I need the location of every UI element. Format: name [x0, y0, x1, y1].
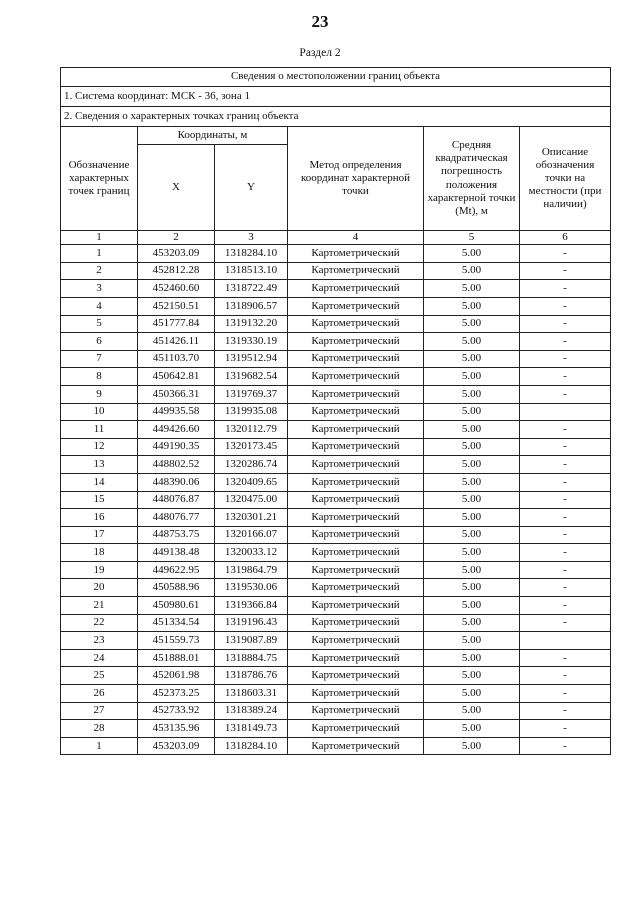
- table-row: [61, 438, 611, 456]
- table-row: [61, 561, 611, 579]
- description-cell: -: [520, 561, 611, 579]
- table-row: [61, 720, 611, 738]
- coord-x: 449935.58: [138, 403, 215, 421]
- column-number: 4: [288, 231, 424, 245]
- description-cell: -: [520, 368, 611, 386]
- table-row: [61, 473, 611, 491]
- method-cell: Картометрический: [288, 315, 424, 333]
- coord-x: 452733.92: [138, 702, 215, 720]
- method-cell: Картометрический: [288, 667, 424, 685]
- error-cell: 5.00: [424, 597, 520, 615]
- description-cell: -: [520, 421, 611, 439]
- error-cell: 5.00: [424, 245, 520, 263]
- coord-y: 1320301.21: [215, 509, 288, 527]
- table-row: [61, 614, 611, 632]
- error-cell: 5.00: [424, 262, 520, 280]
- point-number: 28: [61, 720, 138, 738]
- method-cell: Картометрический: [288, 385, 424, 403]
- error-cell: 5.00: [424, 702, 520, 720]
- boundary-points-table: [60, 67, 611, 755]
- coord-x: 448802.52: [138, 456, 215, 474]
- coord-y: 1319087.89: [215, 632, 288, 650]
- table-title: Сведения о местоположении границ объекта: [61, 68, 611, 87]
- coord-y: 1320475.00: [215, 491, 288, 509]
- method-cell: Картометрический: [288, 685, 424, 703]
- coord-y: 1319132.20: [215, 315, 288, 333]
- coord-x: 451426.11: [138, 333, 215, 351]
- point-number: 24: [61, 649, 138, 667]
- error-cell: 5.00: [424, 561, 520, 579]
- table-row: [61, 632, 611, 650]
- point-number: 3: [61, 280, 138, 298]
- point-number: 5: [61, 315, 138, 333]
- coord-x: 452812.28: [138, 262, 215, 280]
- coord-x: 448076.87: [138, 491, 215, 509]
- description-cell: -: [520, 685, 611, 703]
- coord-system-row: [61, 87, 611, 107]
- coord-y: 1318513.10: [215, 262, 288, 280]
- method-cell: Картометрический: [288, 579, 424, 597]
- coord-system: 1. Система координат: МСК - 36, зона 1: [61, 87, 611, 107]
- point-number: 7: [61, 350, 138, 368]
- error-cell: 5.00: [424, 280, 520, 298]
- coord-x: 448753.75: [138, 526, 215, 544]
- error-cell: 5.00: [424, 649, 520, 667]
- point-number: 22: [61, 614, 138, 632]
- point-number: 17: [61, 526, 138, 544]
- description-cell: -: [520, 262, 611, 280]
- point-number: 19: [61, 561, 138, 579]
- method-cell: Картометрический: [288, 350, 424, 368]
- point-number: 25: [61, 667, 138, 685]
- coord-x: 452373.25: [138, 685, 215, 703]
- table-row: [61, 667, 611, 685]
- description-cell: -: [520, 438, 611, 456]
- description-cell: -: [520, 526, 611, 544]
- coord-y: 1318284.10: [215, 737, 288, 755]
- point-number: 10: [61, 403, 138, 421]
- column-number: 6: [520, 231, 611, 245]
- column-number: 2: [138, 231, 215, 245]
- error-cell: 5.00: [424, 438, 520, 456]
- point-number: 11: [61, 421, 138, 439]
- column-numbers-row: [61, 231, 611, 245]
- point-number: 14: [61, 473, 138, 491]
- method-cell: Картометрический: [288, 245, 424, 263]
- method-cell: Картометрический: [288, 737, 424, 755]
- table-row: [61, 350, 611, 368]
- coord-x: 449138.48: [138, 544, 215, 562]
- method-cell: Картометрический: [288, 614, 424, 632]
- coord-x: 449622.95: [138, 561, 215, 579]
- error-cell: 5.00: [424, 720, 520, 738]
- table-row: [61, 737, 611, 755]
- coord-y: 1319530.06: [215, 579, 288, 597]
- method-cell: Картометрический: [288, 720, 424, 738]
- description-cell: -: [520, 667, 611, 685]
- error-cell: 5.00: [424, 385, 520, 403]
- column-number: 5: [424, 231, 520, 245]
- error-cell: 5.00: [424, 632, 520, 650]
- method-cell: Картометрический: [288, 421, 424, 439]
- coord-x: 449190.35: [138, 438, 215, 456]
- description-cell: -: [520, 702, 611, 720]
- error-cell: 5.00: [424, 579, 520, 597]
- method-cell: Картометрический: [288, 368, 424, 386]
- coord-y: 1318786.76: [215, 667, 288, 685]
- column-number: 1: [61, 231, 138, 245]
- header-description: Описание обозначения точки на местности (при наличии): [520, 127, 611, 231]
- description-cell: -: [520, 297, 611, 315]
- table-row: [61, 368, 611, 386]
- description-cell: -: [520, 385, 611, 403]
- point-number: 1: [61, 737, 138, 755]
- coord-x: 448390.06: [138, 473, 215, 491]
- error-cell: 5.00: [424, 509, 520, 527]
- description-cell: -: [520, 280, 611, 298]
- points-heading-row: [61, 107, 611, 127]
- coord-x: 452460.60: [138, 280, 215, 298]
- coord-y: 1318389.24: [215, 702, 288, 720]
- table-row: [61, 544, 611, 562]
- section-label: Раздел 2: [299, 47, 341, 59]
- header-y: Y: [215, 145, 288, 231]
- point-number: 6: [61, 333, 138, 351]
- header-error: Средняя квадратическая погрешность положения характерной точки (Mt), м: [424, 127, 520, 231]
- coord-y: 1319330.19: [215, 333, 288, 351]
- description-cell: -: [520, 456, 611, 474]
- error-cell: 5.00: [424, 403, 520, 421]
- coord-x: 453203.09: [138, 737, 215, 755]
- table-row: [61, 491, 611, 509]
- coord-x: 452061.98: [138, 667, 215, 685]
- coord-y: 1318884.75: [215, 649, 288, 667]
- coord-x: 451334.54: [138, 614, 215, 632]
- error-cell: 5.00: [424, 614, 520, 632]
- table-title-row: [61, 68, 611, 87]
- point-number: 8: [61, 368, 138, 386]
- point-number: 20: [61, 579, 138, 597]
- description-cell: -: [520, 245, 611, 263]
- method-cell: Картометрический: [288, 526, 424, 544]
- coord-x: 450980.61: [138, 597, 215, 615]
- error-cell: 5.00: [424, 297, 520, 315]
- coord-x: 450588.96: [138, 579, 215, 597]
- table-row: [61, 702, 611, 720]
- table-row: [61, 526, 611, 544]
- points-heading: 2. Сведения о характерных точках границ объекта: [61, 107, 611, 127]
- method-cell: Картометрический: [288, 473, 424, 491]
- coord-x: 451559.73: [138, 632, 215, 650]
- error-cell: 5.00: [424, 667, 520, 685]
- point-number: 21: [61, 597, 138, 615]
- table-row: [61, 456, 611, 474]
- error-cell: 5.00: [424, 368, 520, 386]
- point-number: 4: [61, 297, 138, 315]
- page-number: 23: [311, 12, 329, 31]
- coord-x: 450642.81: [138, 368, 215, 386]
- description-cell: -: [520, 544, 611, 562]
- error-cell: 5.00: [424, 685, 520, 703]
- points-body: [61, 245, 611, 755]
- table-row: [61, 315, 611, 333]
- coord-x: 449426.60: [138, 421, 215, 439]
- table-row: [61, 297, 611, 315]
- error-cell: 5.00: [424, 315, 520, 333]
- coord-y: 1319682.54: [215, 368, 288, 386]
- coord-x: 452150.51: [138, 297, 215, 315]
- error-cell: 5.00: [424, 421, 520, 439]
- table-row: [61, 421, 611, 439]
- error-cell: 5.00: [424, 737, 520, 755]
- error-cell: 5.00: [424, 544, 520, 562]
- point-number: 2: [61, 262, 138, 280]
- description-cell: -: [520, 333, 611, 351]
- coord-y: 1320166.07: [215, 526, 288, 544]
- table-row: [61, 685, 611, 703]
- point-number: 16: [61, 509, 138, 527]
- description-cell: -: [520, 315, 611, 333]
- description-cell: [520, 403, 611, 421]
- point-number: 23: [61, 632, 138, 650]
- coord-x: 451103.70: [138, 350, 215, 368]
- method-cell: Картометрический: [288, 632, 424, 650]
- coord-y: 1318603.31: [215, 685, 288, 703]
- table-row: [61, 245, 611, 263]
- method-cell: Картометрический: [288, 561, 424, 579]
- coord-y: 1319196.43: [215, 614, 288, 632]
- table-row: [61, 385, 611, 403]
- table-row: [61, 262, 611, 280]
- coord-y: 1318906.57: [215, 297, 288, 315]
- header-designation: Обозначение характерных точек границ: [61, 127, 138, 231]
- table-row: [61, 579, 611, 597]
- description-cell: -: [520, 597, 611, 615]
- point-number: 26: [61, 685, 138, 703]
- coord-x: 450366.31: [138, 385, 215, 403]
- description-cell: -: [520, 614, 611, 632]
- description-cell: -: [520, 720, 611, 738]
- coord-x: 453135.96: [138, 720, 215, 738]
- column-number: 3: [215, 231, 288, 245]
- method-cell: Картометрический: [288, 649, 424, 667]
- point-number: 1: [61, 245, 138, 263]
- error-cell: 5.00: [424, 456, 520, 474]
- method-cell: Картометрический: [288, 491, 424, 509]
- point-number: 27: [61, 702, 138, 720]
- description-cell: -: [520, 473, 611, 491]
- table-row: [61, 333, 611, 351]
- description-cell: -: [520, 649, 611, 667]
- coord-y: 1318284.10: [215, 245, 288, 263]
- error-cell: 5.00: [424, 473, 520, 491]
- coord-x: 453203.09: [138, 245, 215, 263]
- header-method: Метод определения координат характерной точки: [288, 127, 424, 231]
- method-cell: Картометрический: [288, 438, 424, 456]
- error-cell: 5.00: [424, 350, 520, 368]
- coord-x: 448076.77: [138, 509, 215, 527]
- coord-y: 1319935.08: [215, 403, 288, 421]
- table-row: [61, 649, 611, 667]
- method-cell: Картометрический: [288, 403, 424, 421]
- error-cell: 5.00: [424, 526, 520, 544]
- method-cell: Картометрический: [288, 262, 424, 280]
- error-cell: 5.00: [424, 491, 520, 509]
- coord-y: 1319512.94: [215, 350, 288, 368]
- method-cell: Картометрический: [288, 509, 424, 527]
- method-cell: Картометрический: [288, 456, 424, 474]
- method-cell: Картометрический: [288, 597, 424, 615]
- table-row: [61, 280, 611, 298]
- description-cell: -: [520, 491, 611, 509]
- coord-y: 1320112.79: [215, 421, 288, 439]
- error-cell: 5.00: [424, 333, 520, 351]
- coord-y: 1318722.49: [215, 280, 288, 298]
- method-cell: Картометрический: [288, 544, 424, 562]
- header-coordinates: Координаты, м: [138, 127, 288, 145]
- method-cell: Картометрический: [288, 333, 424, 351]
- coord-x: 451777.84: [138, 315, 215, 333]
- coord-x: 451888.01: [138, 649, 215, 667]
- description-cell: [520, 632, 611, 650]
- method-cell: Картометрический: [288, 702, 424, 720]
- point-number: 18: [61, 544, 138, 562]
- method-cell: Картометрический: [288, 297, 424, 315]
- coord-y: 1320409.65: [215, 473, 288, 491]
- description-cell: -: [520, 350, 611, 368]
- point-number: 13: [61, 456, 138, 474]
- coord-y: 1320173.45: [215, 438, 288, 456]
- header-x: X: [138, 145, 215, 231]
- table-row: [61, 403, 611, 421]
- description-cell: -: [520, 579, 611, 597]
- description-cell: -: [520, 737, 611, 755]
- description-cell: -: [520, 509, 611, 527]
- coord-y: 1320286.74: [215, 456, 288, 474]
- coord-y: 1320033.12: [215, 544, 288, 562]
- coord-y: 1319769.37: [215, 385, 288, 403]
- point-number: 9: [61, 385, 138, 403]
- table-row: [61, 597, 611, 615]
- point-number: 12: [61, 438, 138, 456]
- coord-y: 1319366.84: [215, 597, 288, 615]
- table-row: [61, 509, 611, 527]
- point-number: 15: [61, 491, 138, 509]
- header-row-1: [61, 127, 611, 145]
- coord-y: 1318149.73: [215, 720, 288, 738]
- method-cell: Картометрический: [288, 280, 424, 298]
- coord-y: 1319864.79: [215, 561, 288, 579]
